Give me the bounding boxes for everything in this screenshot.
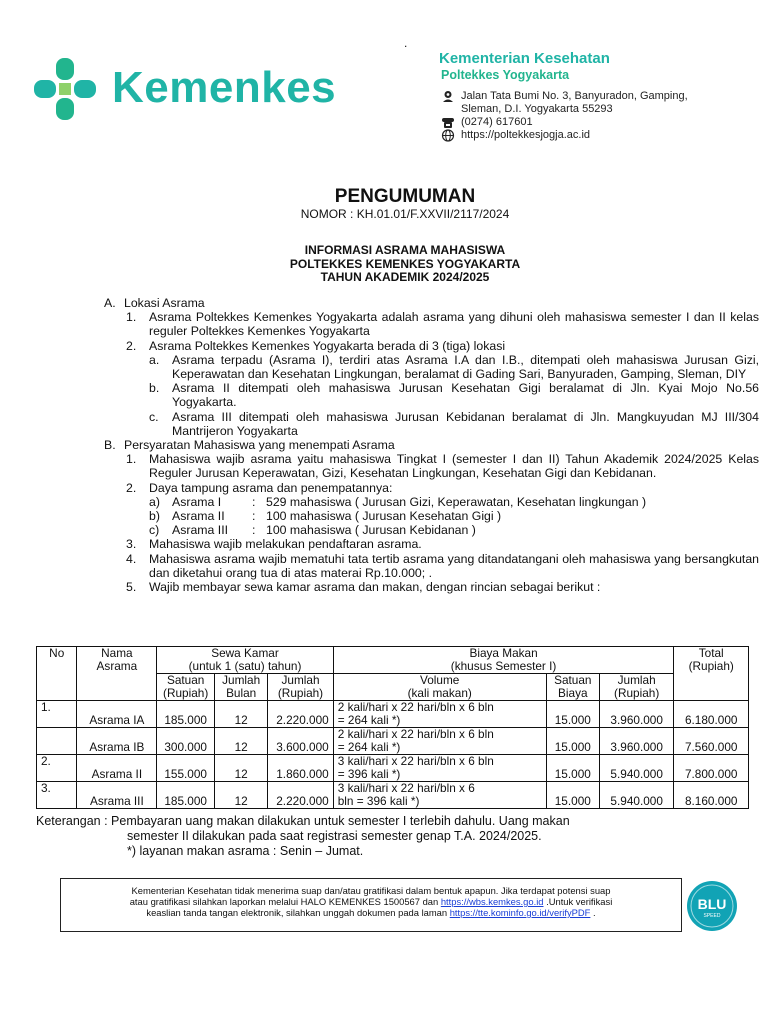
footer-disclaimer <box>60 878 682 932</box>
globe-icon <box>441 129 455 142</box>
item-text: Wajib membayar sewa kamar asrama dan makan, dengan rincian sebagai berikut : <box>149 580 601 595</box>
table-row <box>37 728 749 755</box>
cell-total: 8.160.000 <box>674 782 749 809</box>
list-item <box>104 310 759 338</box>
item-text: Mahasiswa wajib asrama yaitu mahasiswa Tingkat I (semester I dan II) Tahun Akademik 2024/2025 Kelas Reguler Jurusan Keperawatan, Gizi, Kesehatan Lingkungan, Kesehatan Gigi dan Kebidanan. <box>149 452 759 481</box>
cell-jumlah: 3.600.000 <box>268 728 333 755</box>
website-row <box>441 129 688 142</box>
cell-jumlah: 1.860.000 <box>268 755 333 782</box>
cell-satuan: 155.000 <box>157 755 215 782</box>
item-number: 2. <box>126 480 137 495</box>
capacity-separator: : <box>252 523 256 538</box>
footer-line-2 <box>69 896 673 907</box>
capacity-row <box>104 523 759 537</box>
address-line-2: Sleman, D.I. Yogyakarta 55293 <box>461 103 613 115</box>
item-text: Asrama Poltekkes Kemenkes Yogyakarta berada di 3 (tiga) lokasi <box>149 338 506 353</box>
cell-jumlah: 2.220.000 <box>268 782 333 809</box>
cell-volume <box>333 701 546 728</box>
phone-icon <box>441 116 455 129</box>
header-cell-line: Satuan <box>554 673 592 687</box>
header-volume <box>333 674 546 701</box>
cell-bulan: 12 <box>215 701 268 728</box>
fee-table <box>36 646 749 809</box>
item-number: 1. <box>126 310 137 325</box>
cell-no: 2. <box>37 755 77 782</box>
cell-satuan: 300.000 <box>157 728 215 755</box>
capacity-letter: a) <box>149 494 160 509</box>
footer-line-1: Kementerian Kesehatan tidak menerima suap dan/atau gratifikasi dalam bentuk apapun. Jika terdapat potensi suap <box>131 885 611 896</box>
cell-volume-line-1: 2 kali/hari x 22 hari/bln x 6 bln <box>337 700 494 714</box>
blu-badge-subtext: SPEED <box>703 913 721 919</box>
capacity-letter: c) <box>149 523 160 538</box>
header-biaya <box>333 647 674 674</box>
item-number: 3. <box>126 537 137 552</box>
cell-nama: Asrama IB <box>77 728 157 755</box>
list-item <box>104 452 759 480</box>
cell-jumlah-makan: 3.960.000 <box>599 728 674 755</box>
header-cell-line: (kali makan) <box>407 686 472 700</box>
cell-volume-line-1: 3 kali/hari x 22 hari/bln x 6 bln <box>337 754 494 768</box>
cell-no <box>37 728 77 755</box>
cell-total: 7.560.000 <box>674 728 749 755</box>
org-subtitle: Poltekkes Yogyakarta <box>441 68 570 82</box>
item-number: 4. <box>126 551 137 566</box>
cell-no: 1. <box>37 701 77 728</box>
capacity-value: 100 mahasiswa ( Jurusan Kebidanan ) <box>266 523 476 538</box>
item-number: 2. <box>126 338 137 353</box>
cell-total: 6.180.000 <box>674 701 749 728</box>
info-heading-line-2: POLTEKKES KEMENKES YOGYAKARTA <box>289 256 521 271</box>
header-sewa <box>157 647 333 674</box>
cell-satuan-biaya: 15.000 <box>546 728 599 755</box>
cell-jumlah: 2.220.000 <box>268 701 333 728</box>
cell-jumlah-makan: 3.960.000 <box>599 701 674 728</box>
footer-line-2-text: atau gratifikasi silahkan laporkan melalui HALO KEMENKES 1500567 dan <box>129 896 439 907</box>
website-link[interactable]: https://poltekkesjogja.ac.id <box>461 129 591 141</box>
cell-volume <box>333 782 546 809</box>
header-sewa-line-2: (untuk 1 (satu) tahun) <box>188 659 302 673</box>
tte-verify-link[interactable]: https://tte.kominfo.go.id/verifyPDF <box>449 907 591 918</box>
cell-satuan: 185.000 <box>157 701 215 728</box>
cell-nama: Asrama II <box>77 755 157 782</box>
header-total-line-1: Total <box>698 646 724 660</box>
capacity-value: 529 mahasiswa ( Jurusan Gizi, Keperawatan, Kesehatan lingkungan ) <box>266 494 647 509</box>
capacity-name: Asrama I <box>172 494 222 509</box>
stray-dot: . <box>404 36 408 50</box>
address-line-1: Jalan Tata Bumi No. 3, Banyuradon, Gamping, <box>461 90 688 102</box>
item-text: Mahasiswa wajib melakukan pendaftaran asrama. <box>149 537 422 552</box>
list-item <box>104 552 759 580</box>
header-cell-line: Satuan <box>166 673 205 687</box>
blu-badge-text: BLU <box>697 896 727 912</box>
cell-volume <box>333 728 546 755</box>
item-text: Asrama Poltekkes Kemenkes Yogyakarta adalah asrama yang dihuni oleh mahasiswa semester I dan II kelas reguler Poltekkes Kemenkes Yogyakarta <box>149 310 759 339</box>
item-number: 5. <box>126 580 137 595</box>
cell-volume-line-1: 2 kali/hari x 22 hari/bln x 6 bln <box>337 727 494 741</box>
cell-volume-line-2: = 264 kali *) <box>337 740 401 754</box>
cell-volume-line-2: bln = 396 kali *) <box>337 794 420 808</box>
announcement-body <box>104 296 759 594</box>
header-cell-line: (Rupiah) <box>163 686 209 700</box>
notes-line-2: semester II dilakukan pada saat registrasi semester genap T.A. 2024/2025. <box>127 829 542 843</box>
header-biaya-line-1: Biaya Makan <box>469 646 538 660</box>
cell-satuan-biaya: 15.000 <box>546 701 599 728</box>
sub-item <box>104 381 759 409</box>
capacity-row <box>104 495 759 509</box>
table-row <box>37 755 749 782</box>
info-heading-line-3: TAHUN AKADEMIK 2024/2025 <box>320 270 490 284</box>
list-item <box>104 537 759 551</box>
header-cell-line: (Rupiah) <box>614 686 660 700</box>
capacity-name: Asrama II <box>172 509 225 524</box>
cell-jumlah-makan: 5.940.000 <box>599 782 674 809</box>
capacity-separator: : <box>252 494 256 509</box>
capacity-letter: b) <box>149 509 160 524</box>
header-satuan <box>157 674 215 701</box>
sub-item-text: Asrama terpadu (Asrama I), terdiri atas Asrama I.A dan I.B., ditempati oleh mahasiswa Jurusan Gizi, Keperawatan dan Kesehatan Lingkungan, beralamat di Gading Sari, Banyuraden, Gamping, Sleman, DIY <box>172 352 759 382</box>
sub-item-letter: c. <box>149 409 159 424</box>
table-row <box>37 782 749 809</box>
header-nama-line-2: Asrama <box>96 659 138 673</box>
section-b-heading <box>104 438 759 452</box>
header-sewa-line-1: Sewa Kamar <box>211 646 279 660</box>
contact-block <box>441 90 688 142</box>
section-label: A. <box>104 296 116 310</box>
notes <box>36 814 736 859</box>
sub-item <box>104 353 759 381</box>
footer-line-3 <box>69 907 673 918</box>
header-jumlah-rupiah <box>268 674 333 701</box>
cell-nama: Asrama IA <box>77 701 157 728</box>
cell-volume-line-1: 3 kali/hari x 22 hari/bln x 6 <box>337 781 475 795</box>
header-cell-line: Jumlah <box>617 673 656 687</box>
footer-line-3-text: keaslian tanda tangan elektronik, silahkan unggah dokumen pada laman <box>146 907 448 918</box>
header-cell-line: Jumlah <box>281 673 320 687</box>
header-total <box>674 647 749 701</box>
document-number: NOMOR : KH.01.01/F.XXVII/2117/2024 <box>300 207 510 221</box>
header-cell-line: Bulan <box>226 686 257 700</box>
item-text: Mahasiswa asrama wajib mematuhi tata tertib asrama yang ditandatangani oleh mahasiswa yang bersangkutan dan diketahui orang tua di atas materai Rp.10.000; . <box>149 551 759 580</box>
section-label: B. <box>104 438 116 453</box>
cell-volume-line-2: = 264 kali *) <box>337 713 401 727</box>
wbs-link[interactable]: https://wbs.kemkes.go.id <box>440 896 544 907</box>
phone-number: (0274) 617601 <box>461 116 533 128</box>
address-row <box>441 90 688 116</box>
sub-item-letter: a. <box>149 352 160 367</box>
cell-bulan: 12 <box>215 728 268 755</box>
header-no: No <box>37 647 77 701</box>
header-jumlah-bulan <box>215 674 268 701</box>
logo-wordmark: Kemenkes <box>112 63 337 112</box>
org-title: Kementerian Kesehatan <box>439 50 610 67</box>
footer-line-3-end: . <box>593 907 596 918</box>
sub-item-letter: b. <box>149 381 160 396</box>
header-total-line-2: (Rupiah) <box>688 659 734 673</box>
notes-line-1: Keterangan : Pembayaran uang makan dilakukan untuk semester I terlebih dahulu. Uang makan <box>36 814 570 828</box>
footer-line-2-end: .Untuk verifikasi <box>546 896 613 907</box>
header-cell-line: Biaya <box>558 686 588 700</box>
header-cell-line: (Rupiah) <box>277 686 324 700</box>
location-pin-icon <box>441 90 455 103</box>
table-row <box>37 701 749 728</box>
cell-volume <box>333 755 546 782</box>
cell-volume-line-2: = 396 kali *) <box>337 767 401 781</box>
section-a-heading <box>104 296 759 310</box>
sub-item-text: Asrama III ditempati oleh mahasiswa Jurusan Kebidanan beralamat di Jln. Mangkuyudan MJ III/304 Mantrijeron Yogyakarta <box>172 409 759 438</box>
header-cell-line: Jumlah <box>222 673 261 687</box>
header-nama <box>77 647 157 701</box>
cell-nama: Asrama III <box>77 782 157 809</box>
cell-satuan: 185.000 <box>157 782 215 809</box>
cell-satuan-biaya: 15.000 <box>546 755 599 782</box>
header-biaya-line-2: (khusus Semester I) <box>450 659 557 673</box>
page-title: PENGUMUMAN <box>334 186 476 207</box>
cell-bulan: 12 <box>215 782 268 809</box>
capacity-name: Asrama III <box>172 523 229 538</box>
capacity-row <box>104 509 759 523</box>
sub-item-text: Asrama II ditempati oleh mahasiswa Jurusan Kesehatan Gigi beralamat di Jln. Kyai Mojo No.56 Yogyakarta. <box>172 381 759 410</box>
list-item <box>104 339 759 353</box>
header-cell-line: Volume <box>420 673 460 687</box>
item-number: 1. <box>126 452 137 467</box>
info-heading <box>0 244 768 285</box>
header-satuan-biaya <box>546 674 599 701</box>
blu-badge-icon <box>686 880 738 932</box>
info-heading-line-1: INFORMASI ASRAMA MAHASISWA <box>304 243 506 257</box>
capacity-value: 100 mahasiswa ( Jurusan Kesehatan Gigi ) <box>266 509 502 524</box>
cell-jumlah-makan: 5.940.000 <box>599 755 674 782</box>
notes-line-3: *) layanan makan asrama : Senin – Jumat. <box>127 844 364 858</box>
list-item <box>104 580 759 594</box>
cell-satuan-biaya: 15.000 <box>546 782 599 809</box>
section-title: Persyaratan Mahasiswa yang menempati Asrama <box>124 438 395 453</box>
header-nama-line-1: Nama <box>101 646 133 660</box>
section-title: Lokasi Asrama <box>124 296 205 310</box>
cell-bulan: 12 <box>215 755 268 782</box>
cell-no: 3. <box>37 782 77 809</box>
phone-row <box>441 116 688 129</box>
list-item <box>104 481 759 495</box>
item-text: Daya tampung asrama dan penempatannya: <box>149 480 393 495</box>
table-header-row <box>37 647 749 674</box>
cell-total: 7.800.000 <box>674 755 749 782</box>
sub-item <box>104 410 759 438</box>
header-jumlah-makan <box>599 674 674 701</box>
kemenkes-logo-icon <box>34 58 96 120</box>
capacity-separator: : <box>252 509 256 524</box>
